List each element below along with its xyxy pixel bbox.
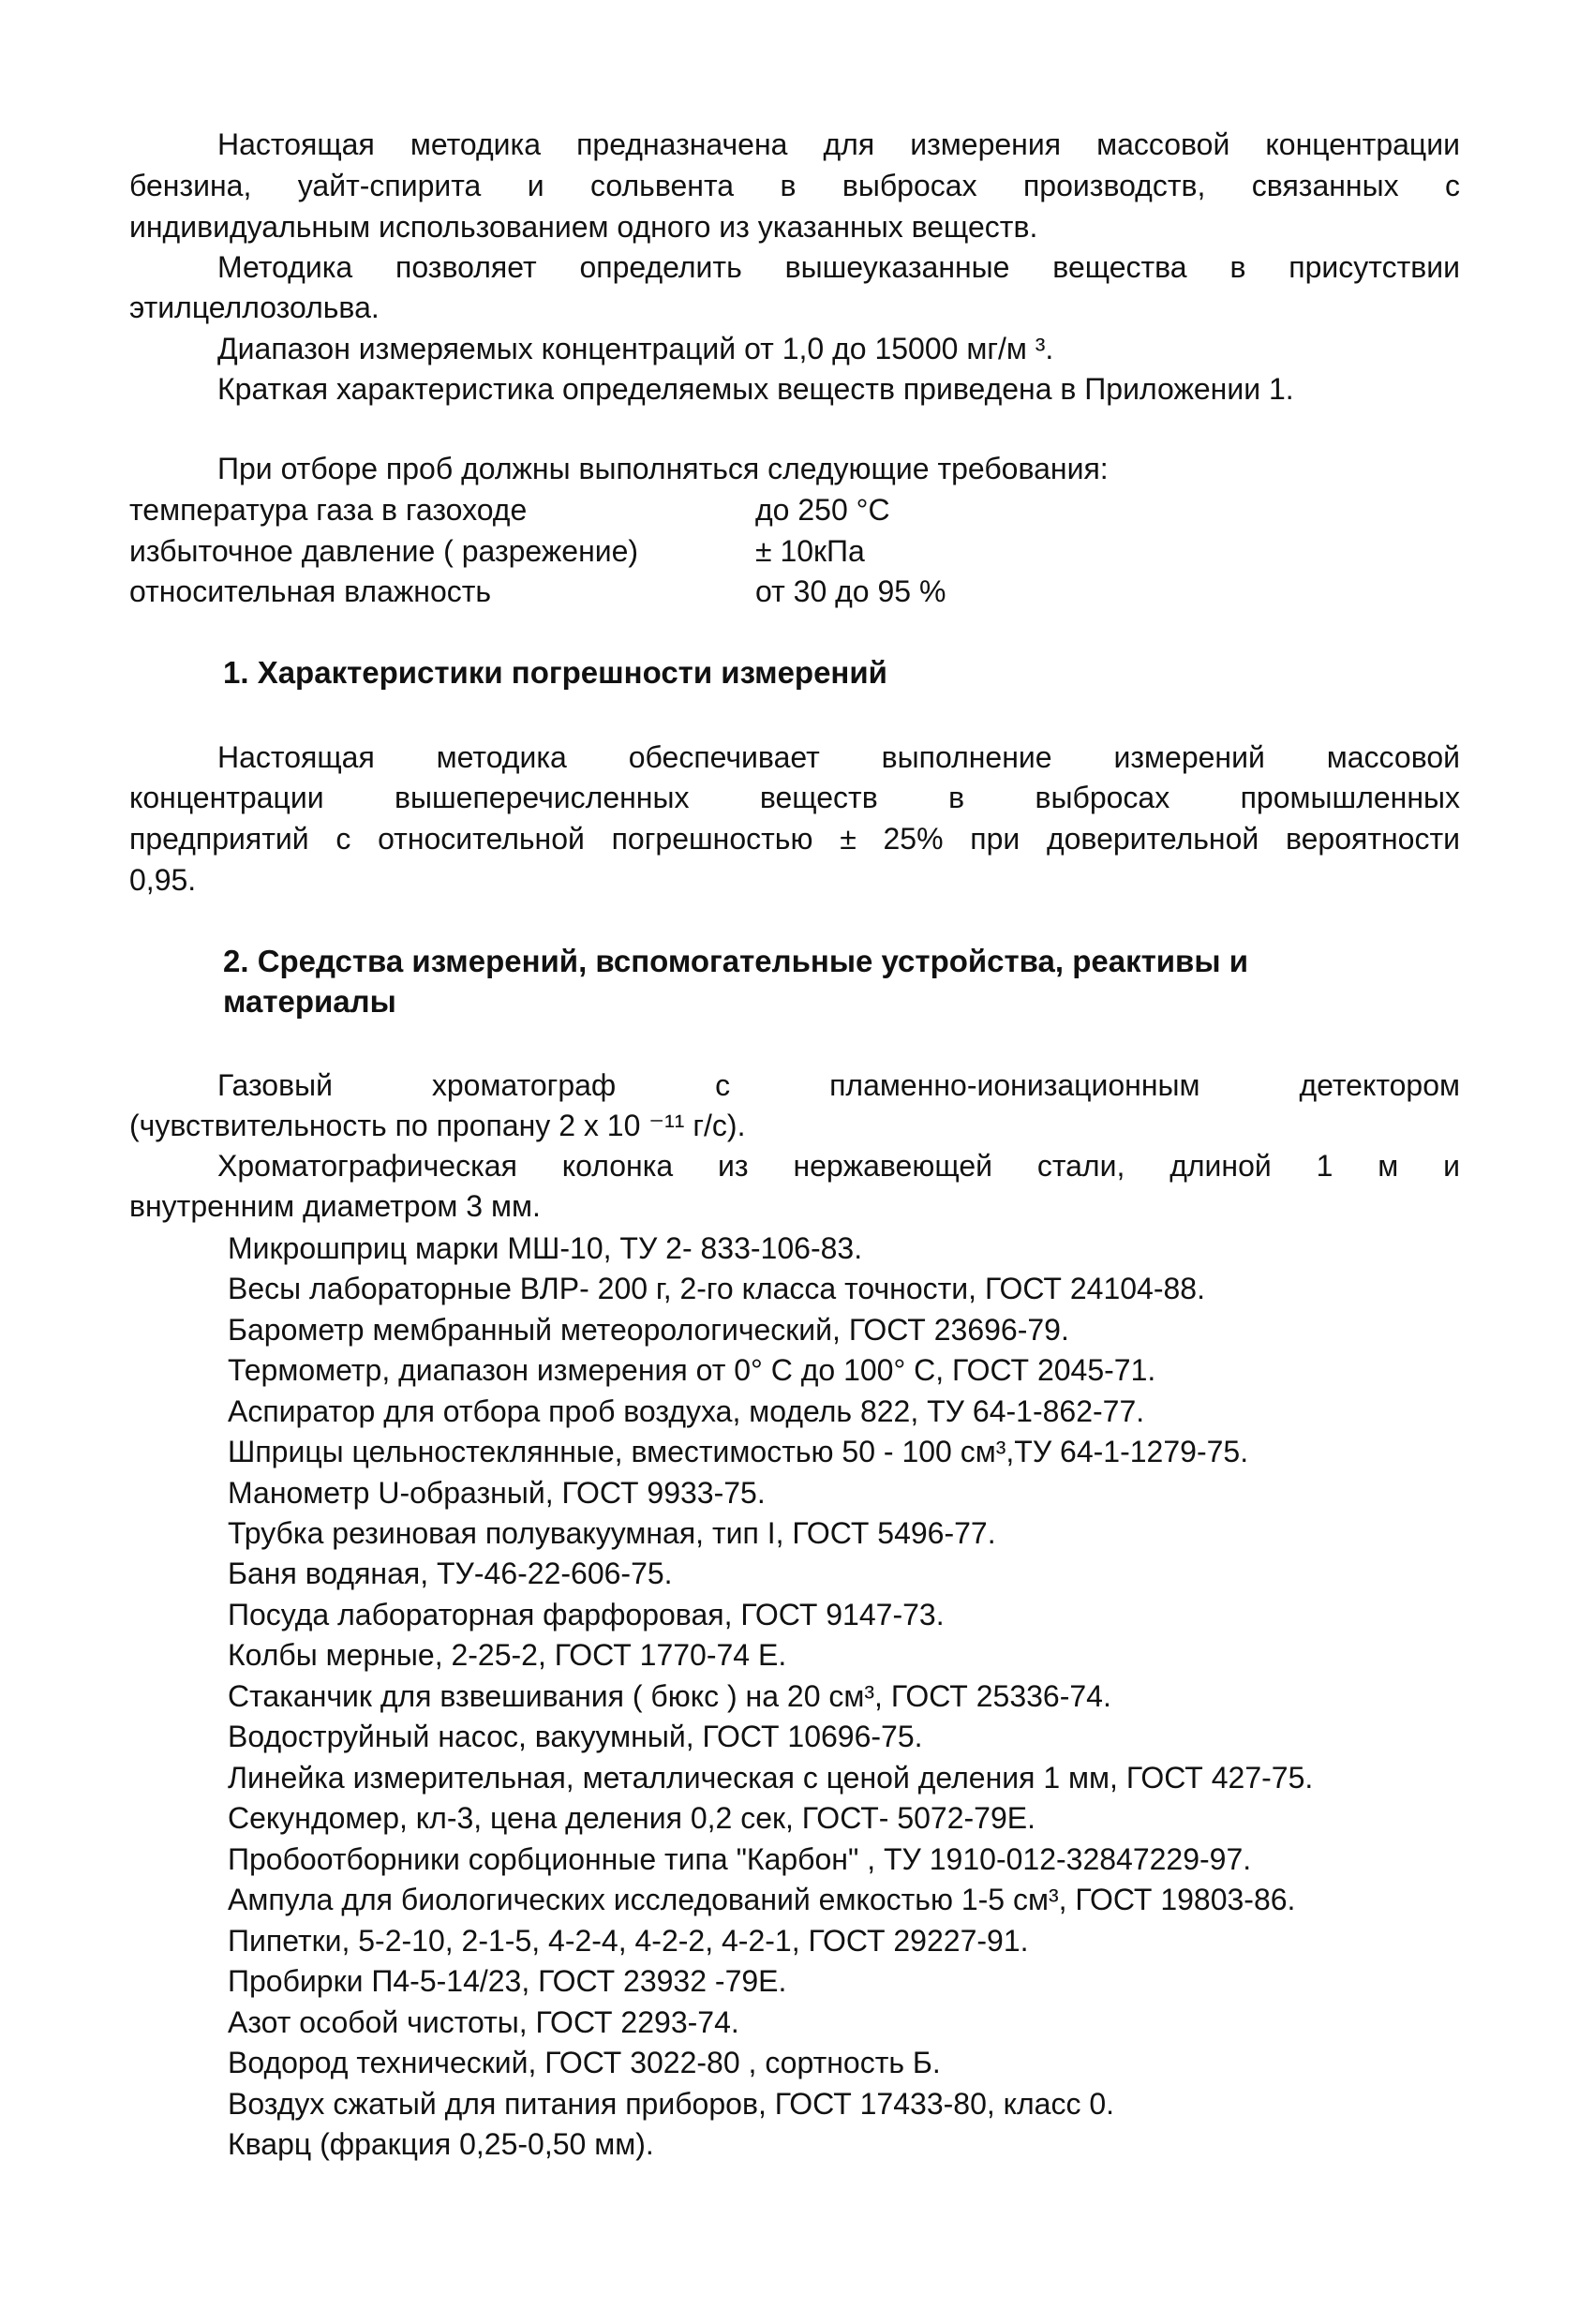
sampling-row-label: избыточное давление ( разрежение) (129, 534, 639, 568)
intro-line-1: Настоящая методика предназначена для измерения массовой концентрации (217, 127, 1460, 161)
equipment-item: Весы лабораторные ВЛР- 200 г, 2-го класса точности, ГОСТ 24104-88. (228, 1272, 1205, 1305)
sampling-title: При отборе проб должны выполняться следующие требования: (217, 452, 1109, 485)
intro-line-2: бензина, уайт-спирита и сольвента в выбросах производств, связанных с (129, 169, 1460, 202)
intro-range: Диапазон измеряемых концентраций от 1,0 до 15000 мг/м ³. (217, 332, 1054, 365)
intro-line-5: этилцеллозольва. (129, 290, 380, 324)
section-1-line-3: предприятий с относительной погрешностью ± 25% при доверительной вероятности (129, 822, 1460, 856)
column-line-1: Хроматографическая колонка из нержавеющей стали, длиной 1 м и (217, 1149, 1460, 1183)
column-line-2: внутренним диаметром 3 мм. (129, 1189, 541, 1223)
intro-line-3: индивидуальным использованием одного из указанных веществ. (129, 210, 1038, 244)
equipment-item: Пробоотборники сорбционные типа "Карбон" , ТУ 1910-012-32847229-97. (228, 1842, 1252, 1876)
section-2-heading: 2. Средства измерений, вспомогательные устройства, реактивы и (223, 944, 1248, 978)
equipment-item: Трубка резиновая полувакуумная, тип I, ГОСТ 5496-77. (228, 1516, 996, 1550)
equipment-item: Термометр, диапазон измерения от 0° С до 100° С, ГОСТ 2045-71. (228, 1353, 1156, 1387)
equipment-item: Линейка измерительная, металлическая с ценой деления 1 мм, ГОСТ 427-75. (228, 1761, 1314, 1795)
equipment-item: Микрошприц марки МШ-10, ТУ 2- 833-106-83. (228, 1231, 863, 1265)
section-2-heading-cont: материалы (223, 984, 396, 1019)
chromatograph-line-1: Газовый хроматограф с пламенно-ионизационным детектором (217, 1068, 1460, 1102)
equipment-item: Барометр мембранный метеорологический, ГОСТ 23696-79. (228, 1313, 1069, 1347)
sampling-row-label: относительная влажность (129, 574, 492, 608)
chromatograph-line-2: (чувствительность по пропану 2 х 10 ⁻¹¹ г/с). (129, 1109, 746, 1142)
sampling-row-value: ± 10кПа (755, 534, 865, 568)
equipment-item: Кварц (фракция 0,25-0,50 мм). (228, 2127, 654, 2161)
equipment-item: Посуда лабораторная фарфоровая, ГОСТ 9147-73. (228, 1598, 945, 1631)
section-1-heading: 1. Характеристики погрешности измерений (223, 655, 887, 690)
equipment-item: Секундомер, кл-3, цена деления 0,2 сек, ГОСТ- 5072-79Е. (228, 1801, 1035, 1835)
section-1-line-1: Настоящая методика обеспечивает выполнение измерений массовой (217, 740, 1460, 774)
equipment-item: Пробирки П4-5-14/23, ГОСТ 23932 -79Е. (228, 1964, 787, 1998)
sampling-row-label: температура газа в газоходе (129, 493, 528, 527)
equipment-item: Колбы мерные, 2-25-2, ГОСТ 1770-74 Е. (228, 1638, 787, 1672)
equipment-item: Шприцы цельностеклянные, вместимостью 50 - 100 см³,ТУ 64-1-1279-75. (228, 1435, 1249, 1468)
equipment-item: Аспиратор для отбора проб воздуха, модель 822, ТУ 64-1-862-77. (228, 1394, 1145, 1428)
equipment-item: Манометр U-образный, ГОСТ 9933-75. (228, 1476, 766, 1510)
equipment-item: Пипетки, 5-2-10, 2-1-5, 4-2-4, 4-2-2, 4-2-1, ГОСТ 29227-91. (228, 1924, 1029, 1958)
equipment-item: Водоструйный насос, вакуумный, ГОСТ 10696-75. (228, 1720, 923, 1753)
equipment-item: Азот особой чистоты, ГОСТ 2293-74. (228, 2005, 739, 2039)
equipment-item: Стаканчик для взвешивания ( бюкс ) на 20 см³, ГОСТ 25336-74. (228, 1679, 1111, 1713)
equipment-item: Воздух сжатый для питания приборов, ГОСТ 17433-80, класс 0. (228, 2087, 1115, 2121)
sampling-row-value: от 30 до 95 % (755, 574, 946, 608)
equipment-item: Баня водяная, ТУ-46-22-606-75. (228, 1557, 673, 1590)
sampling-row-value: до 250 °С (755, 493, 890, 527)
section-1-line-2: концентрации вышеперечисленных веществ в выбросах промышленных (129, 781, 1460, 814)
equipment-item: Водород технический, ГОСТ 3022-80 , сортность Б. (228, 2046, 941, 2079)
section-1-line-4: 0,95. (129, 863, 197, 897)
equipment-item: Ампула для биологических исследований емкостью 1-5 см³, ГОСТ 19803-86. (228, 1883, 1296, 1916)
intro-appendix-ref: Краткая характеристика определяемых веществ приведена в Приложении 1. (217, 372, 1294, 406)
intro-line-4: Методика позволяет определить вышеуказанные вещества в присутствии (217, 250, 1460, 284)
